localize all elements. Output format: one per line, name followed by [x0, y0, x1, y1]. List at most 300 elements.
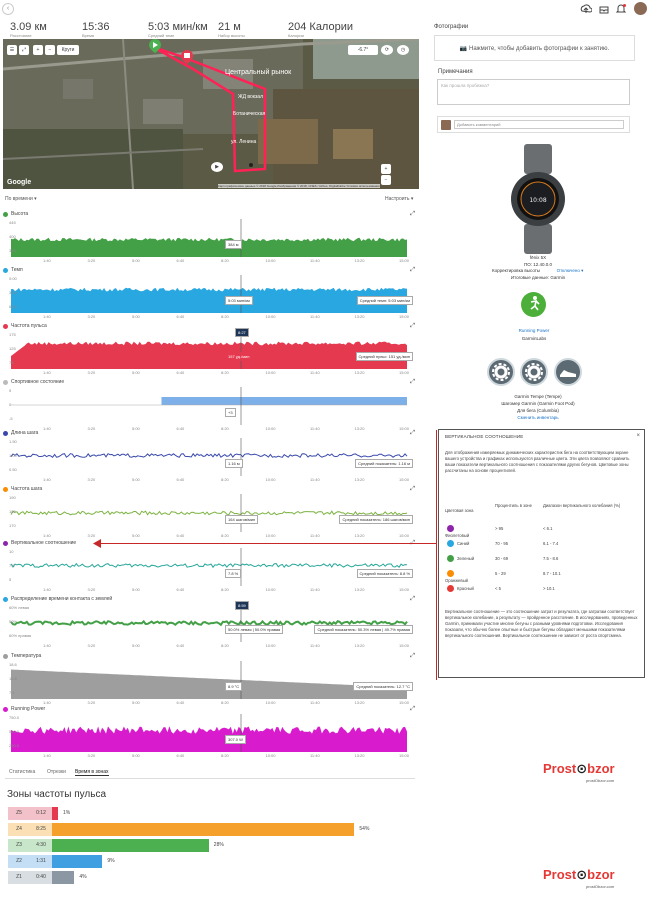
expand-icon[interactable]: ⤢: [410, 267, 415, 273]
y-tick-label: 60% правая: [9, 633, 32, 638]
expand-icon[interactable]: ⤢: [410, 653, 415, 659]
x-tick-label: 15:00: [399, 700, 410, 705]
x-tick-label: 6:40: [176, 314, 185, 319]
chart-cadence[interactable]: [3, 486, 419, 542]
x-tick-label: 15:00: [399, 587, 410, 592]
zone-percentile: 30 - 69: [495, 556, 509, 561]
x-tick-label: 5:00: [132, 753, 140, 758]
map-label-4: ул. Ленина: [231, 139, 257, 145]
x-tick-label: 13:20: [354, 700, 365, 705]
x-tick-label: 13:20: [354, 753, 365, 758]
y-tick-label: 7.1: [9, 690, 15, 695]
x-tick-label: 5:00: [132, 700, 140, 705]
x-tick-label: 11:40: [310, 643, 320, 648]
y-tick-label: 175: [9, 332, 16, 337]
y-tick-label: 1.50: [9, 439, 17, 444]
hover-time-chip: 8:27: [235, 328, 249, 337]
x-tick-label: 8:20: [221, 753, 229, 758]
x-tick-label: 1:40: [43, 533, 51, 538]
y-tick-label: 170: [9, 523, 16, 528]
average-label: Средний показатель: 8.8 %: [357, 569, 414, 578]
x-tick-label: 15:00: [399, 753, 410, 758]
chart-stride[interactable]: [3, 430, 419, 486]
zone-bar: [52, 839, 209, 852]
x-tick-label: 11:40: [310, 753, 320, 758]
chart-plot: [3, 387, 417, 425]
zoom-out-icon[interactable]: −: [45, 45, 55, 55]
hr-zone-row: [8, 823, 408, 836]
speed-icon[interactable]: ◷: [397, 45, 409, 55]
x-tick-label: 6:40: [176, 258, 185, 263]
zone-percent: 9%: [107, 858, 115, 864]
map-zoom-in-icon[interactable]: +: [381, 164, 391, 174]
y-tick-label: 190: [9, 495, 16, 500]
popup-outro: Вертикальное соотношение — это соотношение затрат и результата, где затратам соответствует вертикальное колебание, а результату — пройденное расстояние. В исследованиях, проведенных Garmin, принимали участие многие бегуны с разными уровнями подготовки. Исследования показали, что обычно более опытные и быстрые бегуны обладают меньшими показателями вертикального соотношения. Вертикальное соотношение не зависит от роста спортсмена.: [445, 609, 638, 638]
x-tick-label: 5:00: [132, 426, 140, 431]
chart-plot: [3, 494, 417, 532]
x-tick-label: 10:00: [265, 643, 276, 648]
chart-dot-icon: [3, 324, 8, 329]
elevation-correction-label: Корректировка высоты: [491, 268, 541, 273]
y-tick-label: 75: [9, 360, 14, 365]
expand-icon[interactable]: ⤢: [410, 486, 415, 492]
gear-2: Шагомер Garmin (Garmin Foot Pod): [501, 401, 575, 406]
x-tick-label: 10:00: [265, 314, 276, 319]
chart-plot: [3, 548, 417, 586]
comment-input[interactable]: Добавить комментарий: [454, 120, 624, 129]
expand-icon[interactable]: ⤢: [410, 596, 415, 602]
x-tick-label: 1:40: [43, 587, 51, 592]
x-tick-label: 8:20: [221, 314, 229, 319]
zone-name: Z2: [8, 855, 30, 868]
google-logo: Google: [7, 179, 32, 186]
y-tick-label: 12.8: [9, 676, 17, 681]
x-tick-label: 13:20: [354, 643, 365, 648]
x-tick-label: 3:20: [87, 477, 96, 482]
play-icon[interactable]: ▶: [211, 162, 223, 172]
map-label-3: Ботаническая: [233, 111, 266, 117]
zone-percent: 54%: [359, 826, 370, 832]
x-tick-label: 10:00: [265, 477, 276, 482]
watermark-1-sub: prostObzor.com: [586, 778, 615, 783]
hover-time-chip: 8:59: [235, 601, 249, 610]
gear-icon-2[interactable]: [520, 358, 548, 386]
zone-percent: 1%: [63, 810, 71, 816]
tab-time-in-zones[interactable]: Время в зонах: [75, 769, 109, 775]
upload-icon[interactable]: [580, 3, 592, 15]
x-tick-label: 11:40: [310, 370, 320, 375]
x-tick-label: 3:20: [87, 700, 96, 705]
chart-dot-icon: [3, 431, 8, 436]
y-tick-label: 355: [9, 248, 16, 253]
annotation-arrow-vertical: [436, 430, 437, 680]
zone-range: 6.1 - 7.4: [543, 541, 559, 546]
chart-title: Длина шага: [11, 430, 39, 436]
x-tick-label: 5:00: [132, 258, 140, 263]
expand-icon[interactable]: ⤢: [410, 211, 415, 217]
chart-vertratio[interactable]: [3, 540, 419, 596]
popup-col-percentile: Процентиль в зоне: [495, 503, 532, 508]
average-label: Средний показатель: 12.7 °C: [353, 682, 413, 691]
popup-col-range: Диапазон вертикального колебания (%): [543, 503, 621, 508]
x-tick-label: 6:40: [176, 753, 185, 758]
chart-pace[interactable]: [3, 267, 419, 323]
x-tick-label: 1:40: [43, 477, 51, 482]
chart-controls: [3, 196, 419, 206]
hover-value-chip: 1.16 м: [225, 459, 243, 468]
hover-value-chip: 8.9 °C: [225, 682, 242, 691]
zone-range: 7.5 - 8.6: [543, 556, 559, 561]
x-tick-label: 11:40: [310, 314, 320, 319]
zone-time: 1:31: [30, 855, 52, 868]
chart-plot: [3, 219, 417, 257]
x-tick-label: 1:40: [43, 700, 51, 705]
y-tick-label: 1.00: [9, 453, 17, 458]
y-tick-label: 750.0: [9, 715, 20, 720]
zone-color-dot: [447, 585, 454, 592]
zone-color-dot: [447, 525, 454, 532]
average-label: Средний показатель: 50.3% левая | 49.7% правая: [314, 625, 413, 634]
tab-statistics[interactable]: Статистика: [9, 769, 36, 775]
stat-pace: 5:03 мин/км Средний темп: [148, 21, 208, 38]
series-area: [11, 288, 407, 313]
weather-badge: -6.7°: [348, 45, 378, 55]
map-label-1: Центральный рынок: [225, 69, 292, 76]
x-tick-label: 6:40: [176, 700, 185, 705]
x-tick-label: 3:20: [87, 370, 96, 375]
chart-power[interactable]: [3, 706, 419, 762]
x-tick-label: 6:40: [176, 370, 185, 375]
x-tick-label: 1:40: [43, 643, 51, 648]
y-tick-label: 5: [9, 388, 12, 393]
x-tick-label: 15:00: [399, 426, 410, 431]
y-tick-label: 10: [9, 549, 14, 554]
x-tick-label: 6:40: [176, 477, 185, 482]
avatar[interactable]: [634, 2, 647, 15]
x-tick-label: 1:40: [43, 426, 51, 431]
hover-value-chip: 157 уд./мин: [225, 352, 252, 361]
chart-dot-icon: [3, 487, 8, 492]
x-tick-label: 11:40: [310, 477, 320, 482]
y-tick-label: -5: [9, 416, 13, 421]
hover-value-chip: 384 м: [225, 240, 242, 249]
change-gear-link[interactable]: Сменить инвентарь: [517, 415, 559, 420]
y-tick-label: 60% левая: [9, 605, 30, 610]
y-tick-label: 5: [9, 577, 12, 582]
x-tick-label: 5:00: [132, 643, 140, 648]
zone-label: Синий: [457, 541, 470, 546]
period-dropdown[interactable]: По времени ▾: [5, 196, 37, 202]
popup-title: ВЕРТИКАЛЬНОЕ СООТНОШЕНИЕ: [445, 434, 524, 439]
map-layers-icon[interactable]: ☰: [7, 45, 17, 55]
chart-plot: [3, 331, 417, 369]
notifications-icon[interactable]: [615, 3, 627, 15]
tab-splits[interactable]: Отрезки: [47, 769, 66, 775]
chart-dot-icon: [3, 654, 8, 659]
arrow-head-icon: [93, 539, 101, 548]
x-tick-label: 6:40: [176, 426, 185, 431]
x-tick-label: 15:00: [399, 643, 410, 648]
zone-percentile: 5 - 29: [495, 571, 506, 576]
x-tick-label: 5:00: [132, 533, 140, 538]
route-map[interactable]: [3, 39, 419, 189]
y-tick-label: 250.0: [9, 743, 20, 748]
popup-col-zone: Цветовая зона: [445, 508, 474, 513]
chart-stamina[interactable]: [3, 379, 419, 435]
average-label: Средний пульс: 151 уд./мин: [356, 352, 414, 361]
x-tick-label: 10:00: [265, 700, 276, 705]
x-tick-label: 13:20: [354, 426, 365, 431]
hover-value-chip: +3: [225, 408, 236, 417]
zone-bar: [52, 855, 102, 868]
x-tick-label: 11:40: [310, 258, 320, 263]
hr-zone-row: [8, 871, 408, 884]
zone-percent: 28%: [213, 842, 224, 848]
zoom-in-icon[interactable]: +: [33, 45, 43, 55]
close-icon[interactable]: ×: [636, 433, 640, 439]
comment-avatar: [441, 120, 451, 130]
hr-zone-row: [8, 839, 408, 852]
chart-title: Высота: [11, 211, 29, 217]
camera-icon: 📷: [459, 46, 469, 52]
finish-marker-icon: [181, 50, 193, 64]
hover-value-chip: 164 шагов/мин: [225, 515, 258, 524]
zone-color-dot: [447, 540, 454, 547]
x-tick-label: 13:20: [354, 258, 365, 263]
x-tick-label: 8:20: [221, 700, 229, 705]
x-tick-label: 8:20: [221, 643, 229, 648]
y-tick-label: 125: [9, 346, 16, 351]
zone-label: Фиолетовый: [445, 533, 470, 538]
zone-percentile: 70 - 95: [495, 541, 509, 546]
map-label-2: ЖД вокзал: [238, 94, 264, 100]
running-power-app-icon[interactable]: [521, 292, 546, 317]
chart-plot: [3, 661, 417, 699]
chart-title: Температура: [11, 653, 42, 659]
x-tick-label: 13:20: [354, 533, 365, 538]
x-tick-label: 3:20: [87, 426, 96, 431]
hr-zone-row: [8, 855, 408, 868]
zone-color-dot: [447, 570, 454, 577]
add-photos-label: Нажмите, чтобы добавить фотографии к занятию.: [468, 46, 610, 52]
chart-dot-icon: [3, 597, 8, 602]
device-name: fēnix 5X: [529, 255, 547, 260]
stat-time: 15:36 Время: [82, 21, 110, 38]
notes-input[interactable]: Как прошла пробежка?: [437, 79, 630, 105]
zone-time: 0:12: [30, 807, 52, 820]
x-tick-label: 11:40: [310, 700, 320, 705]
zone-percentile: > 95: [495, 526, 504, 531]
final-data-source: Итоговые данные: Garmin: [510, 275, 566, 280]
comment-row: [437, 116, 630, 133]
x-tick-label: 3:20: [87, 587, 96, 592]
x-tick-label: 3:20: [87, 753, 96, 758]
svg-text:10:08: 10:08: [529, 197, 547, 204]
chart-title: Спортивное состояние: [11, 379, 65, 385]
x-tick-label: 13:20: [354, 370, 365, 375]
chart-plot: [3, 438, 417, 476]
app-name-link[interactable]: Running Power: [518, 328, 550, 333]
expand-icon[interactable]: ⤢: [410, 323, 415, 329]
x-tick-label: 3:20: [87, 643, 96, 648]
customize-dropdown[interactable]: Настроить ▾: [385, 196, 414, 202]
chart-plot: [3, 604, 417, 642]
zone-name: Z3: [8, 839, 30, 852]
x-tick-label: 3:20: [87, 533, 96, 538]
y-tick-label: 400: [9, 234, 16, 239]
start-marker-icon: [149, 39, 161, 53]
chart-dot-icon: [3, 212, 8, 217]
chart-heart[interactable]: [3, 323, 419, 379]
chart-title: Частота пульса: [11, 323, 47, 329]
chart-temp[interactable]: [3, 653, 419, 709]
x-tick-label: 6:40: [176, 587, 185, 592]
zone-name: Z5: [8, 807, 30, 820]
add-photos-button[interactable]: [434, 35, 635, 61]
x-tick-label: 11:40: [310, 587, 320, 592]
chart-title: Running Power: [11, 706, 46, 712]
map-zoom-out-icon[interactable]: −: [381, 175, 391, 185]
x-tick-label: 10:00: [265, 426, 276, 431]
stat-calories: 204 Калории Калории: [288, 21, 354, 38]
x-tick-label: 10:00: [265, 753, 276, 758]
vertical-ratio-popup: [438, 429, 645, 678]
gear-3: Для бега (Columbia): [517, 408, 559, 413]
zone-percent: 4%: [79, 874, 87, 880]
x-tick-label: 13:20: [354, 477, 365, 482]
zone-time: 8:25: [30, 823, 52, 836]
annotation-arrow-line: [98, 543, 436, 544]
tabs-bar: [5, 769, 415, 779]
chart-title: Частота шага: [11, 486, 43, 492]
x-tick-label: 1:40: [43, 314, 51, 319]
elevation-correction-dropdown[interactable]: Отключено ▾: [556, 268, 584, 273]
x-tick-label: 11:40: [310, 426, 320, 431]
stat-distance: 3.09 км Расстояние: [10, 21, 47, 38]
series-line: [11, 564, 407, 568]
y-tick-label: 7.5: [9, 563, 15, 568]
chart-title: Темп: [11, 267, 23, 273]
x-tick-label: 13:20: [354, 314, 365, 319]
hover-value-chip: 50.0% левая | 50.0% правая: [225, 625, 283, 634]
x-tick-label: 10:00: [265, 587, 276, 592]
chart-contact[interactable]: [3, 596, 419, 652]
y-tick-label: 500.0: [9, 729, 20, 734]
zone-name: Z4: [8, 823, 30, 836]
x-tick-label: 15:00: [399, 314, 410, 319]
x-tick-label: 5:00: [132, 370, 140, 375]
expand-icon[interactable]: ⤢: [410, 430, 415, 436]
fullscreen-icon[interactable]: ⤢: [19, 45, 29, 55]
notes-title: Примечания: [438, 69, 473, 75]
x-tick-label: 8:20: [221, 533, 229, 538]
series-area: [11, 238, 407, 257]
shoe-icon[interactable]: [554, 358, 582, 386]
y-tick-label: 0:00: [9, 276, 17, 281]
hover-value-chip: 5:03 мин/км: [225, 296, 253, 305]
laps-button[interactable]: Круги: [57, 45, 79, 55]
x-tick-label: 8:20: [221, 587, 229, 592]
watermark-1: Prost⊙bzor: [543, 761, 615, 776]
x-tick-label: 15:00: [399, 370, 410, 375]
chart-dot-icon: [3, 380, 8, 385]
x-tick-label: 15:00: [399, 477, 410, 482]
map-attribution: Картографические данные © 2018 Google,Изображения © 2018, CNES / Airbus, DigitalGlobe Условия использования: [218, 184, 380, 188]
expand-icon[interactable]: ⤢: [410, 706, 415, 712]
hover-value-chip: 307.0 W: [225, 735, 246, 744]
x-tick-label: 8:20: [221, 477, 229, 482]
zone-bar: [52, 871, 74, 884]
zone-range: < 6.1: [543, 526, 553, 531]
chart-dot-icon: [3, 707, 8, 712]
x-tick-label: 3:20: [87, 258, 96, 263]
series-area: [11, 342, 407, 369]
back-button[interactable]: ‹: [2, 3, 14, 15]
gear-icon[interactable]: [487, 358, 515, 386]
zone-label: Зеленый: [457, 556, 475, 561]
average-label: Средний темп: 5:03 мин/км: [357, 296, 413, 305]
popup-intro: Для отображения измеряемых динамических характеристик бега на соответствующем экране вашего устройства и графиках используются различные цвета. Эти цвета позволяют сравнить ваши показатели вертикального соотношения с показателями других бегунов. Цветовые зоны рассчитаны на основе процентилей.: [445, 450, 630, 473]
y-tick-label: 180: [9, 509, 16, 514]
y-tick-label: 445: [9, 220, 16, 225]
chart-dot-icon: [3, 268, 8, 273]
y-tick-label: 6:40: [9, 304, 17, 309]
replay-icon[interactable]: ⟳: [381, 45, 393, 55]
chart-title: Распределение времени контакта с землей: [11, 596, 113, 602]
y-tick-label: 50%: [9, 619, 18, 624]
stamina-bar: [161, 397, 407, 405]
hr-zone-row: [8, 807, 408, 820]
zone-bar: [52, 807, 58, 820]
photos-title: Фотографии: [434, 24, 469, 30]
series-line: [11, 454, 407, 458]
hr-zones-title: Зоны частоты пульса: [7, 789, 107, 800]
x-tick-label: 15:00: [399, 533, 410, 538]
y-tick-label: 0.50: [9, 467, 17, 472]
expand-icon[interactable]: ⤢: [410, 379, 415, 385]
inbox-icon[interactable]: [598, 3, 610, 15]
chart-elevation[interactable]: [3, 211, 419, 267]
chart-plot: [3, 714, 417, 752]
x-tick-label: 3:20: [87, 314, 96, 319]
series-area: [11, 670, 407, 700]
top-bar: [0, 0, 650, 20]
x-tick-label: 6:40: [176, 643, 185, 648]
x-tick-label: 10:00: [265, 533, 276, 538]
y-tick-label: 3:20: [9, 290, 17, 295]
chart-plot: [3, 275, 417, 313]
series-area: [11, 726, 407, 752]
x-tick-label: 8:20: [221, 258, 229, 263]
hover-value-chip: 7.8 %: [225, 569, 241, 578]
zone-time: 0:40: [30, 871, 52, 884]
zone-percentile: < 5: [495, 586, 501, 591]
x-tick-label: 13:20: [354, 587, 365, 592]
x-tick-label: 1:40: [43, 258, 51, 263]
y-tick-label: 0: [9, 402, 12, 407]
average-label: Средний показатель: 186 шагов/мин: [339, 515, 413, 524]
x-tick-label: 8:20: [221, 370, 229, 375]
watermark-2: Prost⊙bzor: [543, 867, 615, 882]
x-tick-label: 5:00: [132, 314, 140, 319]
zone-range: > 10.1: [543, 586, 555, 591]
x-tick-label: 6:40: [176, 533, 185, 538]
average-label: Средний показатель: 1.16 м: [355, 459, 413, 468]
x-tick-label: 10:00: [265, 370, 276, 375]
chart-dot-icon: [3, 541, 8, 546]
zone-time: 4:30: [30, 839, 52, 852]
x-tick-label: 1:40: [43, 370, 51, 375]
